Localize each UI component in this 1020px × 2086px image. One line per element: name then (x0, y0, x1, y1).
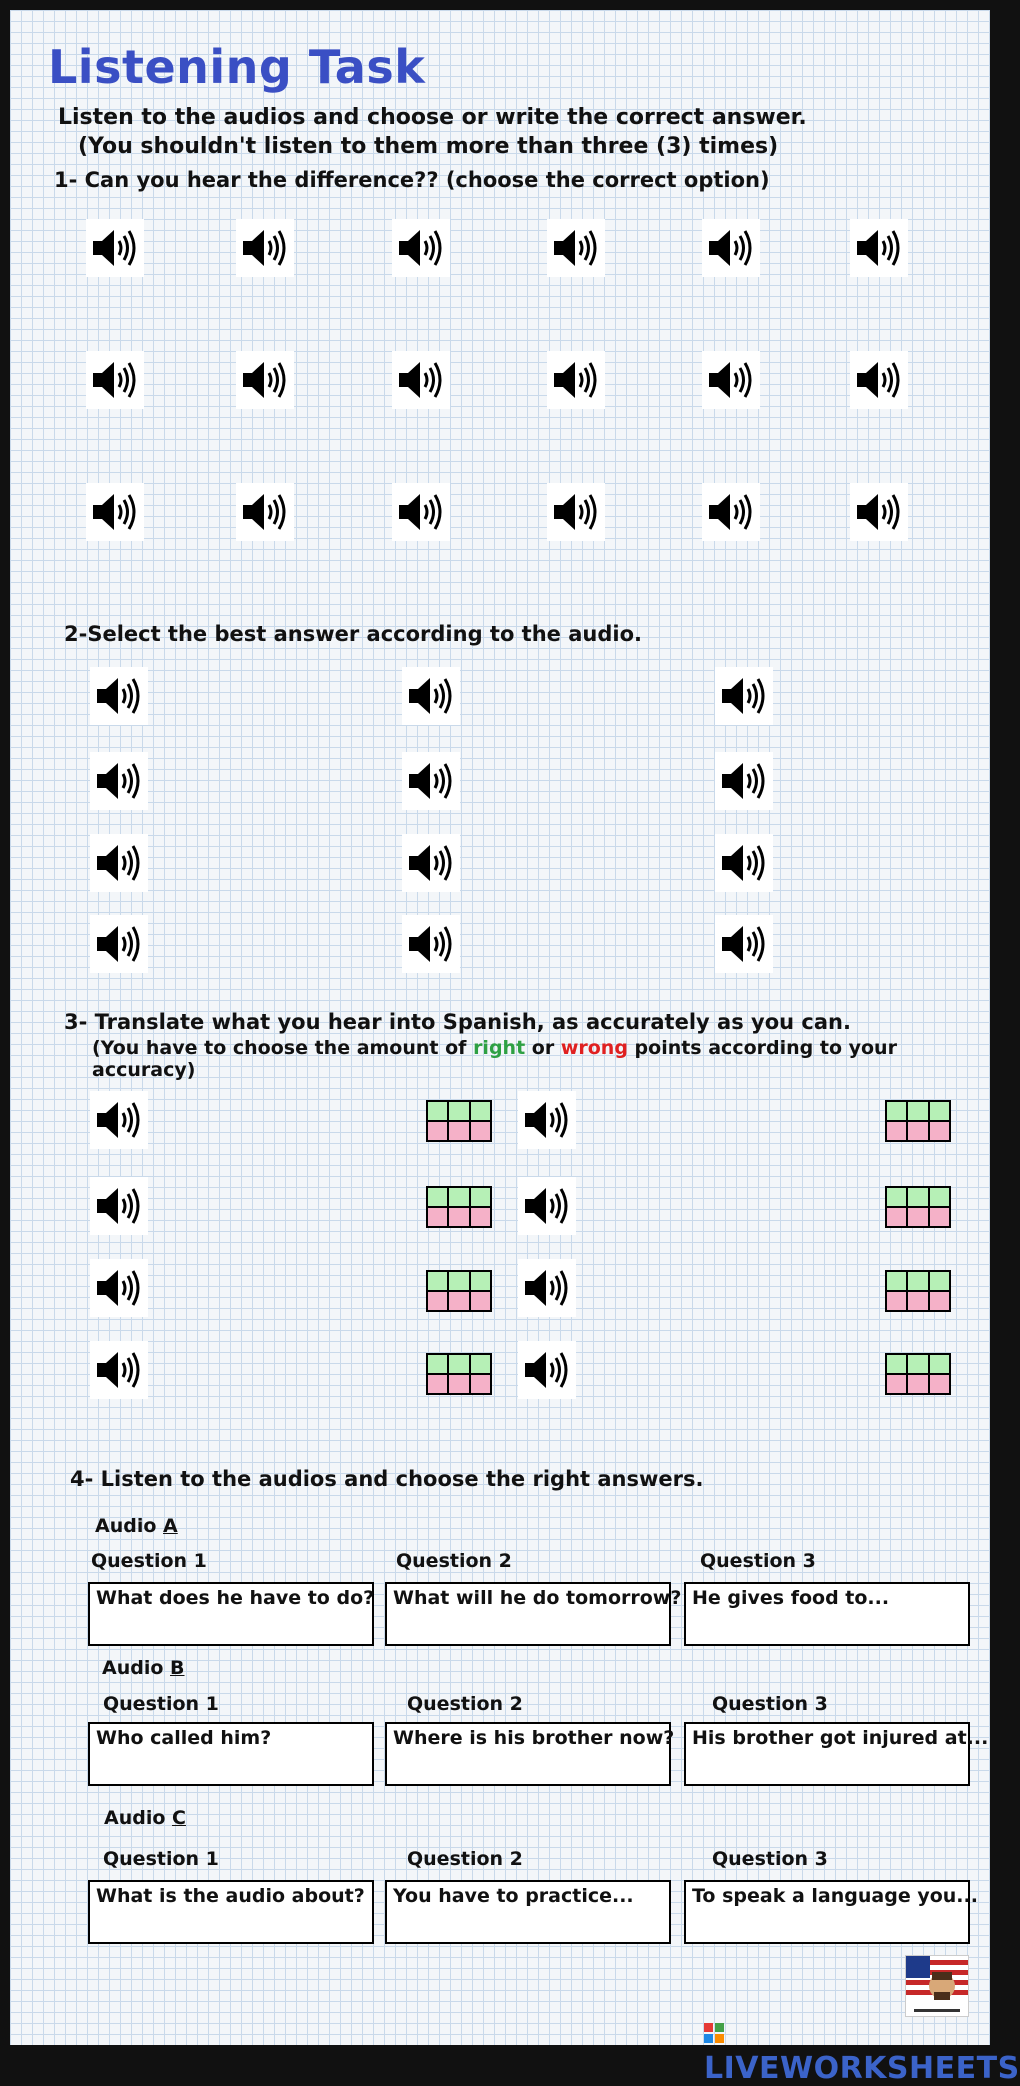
audio-speaker-button[interactable] (402, 752, 460, 810)
section-3-note (92, 1037, 990, 1081)
accuracy-points-grid (885, 1186, 951, 1228)
speaker-icon (719, 841, 769, 885)
audio-speaker-button[interactable] (236, 483, 294, 541)
speaker-icon (240, 226, 290, 270)
audio-letter: B (170, 1657, 185, 1679)
speaker-icon (240, 358, 290, 402)
right-point-cell[interactable] (449, 1272, 468, 1290)
audio-speaker-button[interactable] (702, 483, 760, 541)
audio-c-question-1-head: Question 1 (103, 1848, 219, 1870)
note-text-or: or (525, 1037, 561, 1059)
audio-label-prefix: Audio (102, 1657, 171, 1679)
audio-speaker-button[interactable] (90, 915, 148, 973)
audio-a-question-1-head: Question 1 (91, 1550, 207, 1572)
speaker-icon (94, 674, 144, 718)
speaker-icon (396, 490, 446, 534)
audio-speaker-button[interactable] (90, 834, 148, 892)
section-3-heading: 3- Translate what you hear into Spanish, as accurately as you can. (64, 1010, 851, 1034)
right-point-cell[interactable] (930, 1355, 949, 1373)
audio-speaker-button[interactable] (90, 667, 148, 725)
wrong-point-cell[interactable] (471, 1122, 490, 1140)
speaker-icon (240, 490, 290, 534)
audio-speaker-button[interactable] (518, 1177, 576, 1235)
right-point-cell[interactable] (887, 1102, 906, 1120)
right-point-cell[interactable] (428, 1272, 447, 1290)
audio-a-label (95, 1515, 178, 1537)
audio-speaker-button[interactable] (518, 1341, 576, 1399)
speaker-icon (719, 922, 769, 966)
speaker-icon (522, 1266, 572, 1310)
speaker-icon (94, 1184, 144, 1228)
speaker-icon (406, 922, 456, 966)
audio-letter: C (172, 1807, 186, 1829)
wrong-point-cell[interactable] (930, 1208, 949, 1226)
wrong-point-cell[interactable] (887, 1375, 906, 1393)
audio-b-label (102, 1657, 185, 1679)
note-wrong-word: wrong (560, 1037, 628, 1059)
speaker-icon (94, 841, 144, 885)
audio-speaker-button[interactable] (850, 483, 908, 541)
audio-b-question-3-head: Question 3 (712, 1693, 828, 1715)
audio-speaker-button[interactable] (518, 1259, 576, 1317)
speaker-icon (406, 674, 456, 718)
speaker-icon (719, 674, 769, 718)
speaker-icon (706, 490, 756, 534)
right-point-cell[interactable] (449, 1188, 468, 1206)
speaker-icon (90, 490, 140, 534)
right-point-cell[interactable] (471, 1272, 490, 1290)
right-point-cell[interactable] (930, 1102, 949, 1120)
right-point-cell[interactable] (908, 1355, 927, 1373)
wrong-point-cell[interactable] (930, 1292, 949, 1310)
speaker-icon (94, 759, 144, 803)
audio-a-question-3-answer-box[interactable]: He gives food to... (684, 1582, 970, 1646)
wrong-point-cell[interactable] (908, 1208, 927, 1226)
wrong-point-cell[interactable] (908, 1375, 927, 1393)
note-right-word: right (473, 1037, 526, 1059)
speaker-icon (854, 358, 904, 402)
right-point-cell[interactable] (908, 1188, 927, 1206)
right-point-cell[interactable] (449, 1355, 468, 1373)
audio-speaker-button[interactable] (392, 351, 450, 409)
audio-b-question-3-answer-box[interactable]: His brother got injured at... (684, 1722, 970, 1786)
teacher-avatar-flag-logo (905, 1955, 969, 2017)
wrong-point-cell[interactable] (449, 1292, 468, 1310)
audio-speaker-button[interactable] (402, 667, 460, 725)
audio-speaker-button[interactable] (402, 834, 460, 892)
right-point-cell[interactable] (887, 1355, 906, 1373)
audio-c-label (104, 1807, 186, 1829)
right-point-cell[interactable] (887, 1272, 906, 1290)
audio-speaker-button[interactable] (86, 351, 144, 409)
wrong-point-cell[interactable] (471, 1292, 490, 1310)
audio-a-question-2-answer-box[interactable]: What will he do tomorrow? (385, 1582, 671, 1646)
audio-speaker-button[interactable] (90, 1177, 148, 1235)
audio-speaker-button[interactable] (392, 219, 450, 277)
right-point-cell[interactable] (449, 1102, 468, 1120)
instructions-line-2: (You shouldn't listen to them more than three (3) times) (78, 134, 779, 159)
wrong-point-cell[interactable] (908, 1122, 927, 1140)
audio-speaker-button[interactable] (402, 915, 460, 973)
speaker-icon (551, 226, 601, 270)
note-text-start: (You have to choose the amount of (92, 1037, 474, 1059)
audio-speaker-button[interactable] (236, 351, 294, 409)
wrong-point-cell[interactable] (908, 1292, 927, 1310)
audio-speaker-button[interactable] (715, 667, 773, 725)
note-text-end: points according to your accuracy) (92, 1037, 897, 1081)
wrong-point-cell[interactable] (449, 1208, 468, 1226)
audio-speaker-button[interactable] (850, 351, 908, 409)
audio-speaker-button[interactable] (86, 219, 144, 277)
speaker-icon (719, 759, 769, 803)
speaker-icon (94, 1348, 144, 1392)
accuracy-points-grid (426, 1270, 492, 1312)
wrong-point-cell[interactable] (428, 1375, 447, 1393)
accuracy-points-grid (885, 1100, 951, 1142)
audio-b-question-1-answer-box[interactable]: Who called him? (88, 1722, 374, 1786)
brand-mark-icon (704, 2018, 726, 2042)
audio-a-question-2-head: Question 2 (396, 1550, 512, 1572)
right-point-cell[interactable] (930, 1272, 949, 1290)
audio-speaker-button[interactable] (702, 219, 760, 277)
audio-c-question-2-head: Question 2 (407, 1848, 523, 1870)
audio-speaker-button[interactable] (547, 219, 605, 277)
right-point-cell[interactable] (887, 1188, 906, 1206)
right-point-cell[interactable] (471, 1355, 490, 1373)
audio-speaker-button[interactable] (90, 752, 148, 810)
wrong-point-cell[interactable] (887, 1208, 906, 1226)
right-point-cell[interactable] (908, 1272, 927, 1290)
accuracy-points-grid (885, 1270, 951, 1312)
audio-speaker-button[interactable] (715, 915, 773, 973)
wrong-point-cell[interactable] (471, 1208, 490, 1226)
speaker-icon (551, 358, 601, 402)
audio-speaker-button[interactable] (850, 219, 908, 277)
speaker-icon (94, 922, 144, 966)
audio-b-question-2-answer-box[interactable]: Where is his brother now? (385, 1722, 671, 1786)
audio-c-question-3-answer-box[interactable]: To speak a language you... (684, 1880, 970, 1944)
wrong-point-cell[interactable] (930, 1122, 949, 1140)
audio-speaker-button[interactable] (518, 1091, 576, 1149)
audio-speaker-button[interactable] (86, 483, 144, 541)
audio-speaker-button[interactable] (90, 1091, 148, 1149)
audio-speaker-button[interactable] (547, 351, 605, 409)
audio-label-prefix: Audio (104, 1807, 173, 1829)
audio-b-question-2-head: Question 2 (407, 1693, 523, 1715)
accuracy-points-grid (426, 1100, 492, 1142)
liveworksheets-brand-link[interactable] (704, 2016, 1020, 2086)
accuracy-points-grid (885, 1353, 951, 1395)
wrong-point-cell[interactable] (449, 1375, 468, 1393)
audio-speaker-button[interactable] (90, 1341, 148, 1399)
audio-speaker-button[interactable] (547, 483, 605, 541)
audio-speaker-button[interactable] (702, 351, 760, 409)
audio-c-question-3-head: Question 3 (712, 1848, 828, 1870)
right-point-cell[interactable] (930, 1188, 949, 1206)
audio-b-question-1-head: Question 1 (103, 1693, 219, 1715)
wrong-point-cell[interactable] (428, 1208, 447, 1226)
worksheet (10, 10, 1020, 2086)
audio-speaker-button[interactable] (90, 1259, 148, 1317)
speaker-icon (406, 759, 456, 803)
audio-label-prefix: Audio (95, 1515, 164, 1537)
section-4-heading: 4- Listen to the audios and choose the right answers. (70, 1467, 704, 1491)
speaker-icon (551, 490, 601, 534)
speaker-icon (854, 226, 904, 270)
wrong-point-cell[interactable] (449, 1122, 468, 1140)
speaker-icon (406, 841, 456, 885)
wrong-point-cell[interactable] (428, 1292, 447, 1310)
speaker-icon (90, 358, 140, 402)
right-point-cell[interactable] (428, 1355, 447, 1373)
speaker-icon (522, 1098, 572, 1142)
speaker-icon (522, 1348, 572, 1392)
right-point-cell[interactable] (428, 1102, 447, 1120)
audio-letter: A (163, 1515, 178, 1537)
speaker-icon (706, 358, 756, 402)
wrong-point-cell[interactable] (930, 1375, 949, 1393)
wrong-point-cell[interactable] (428, 1122, 447, 1140)
speaker-icon (396, 226, 446, 270)
page-title: Listening Task (48, 40, 426, 94)
audio-c-question-1-answer-box[interactable]: What is the audio about? (88, 1880, 374, 1944)
right-point-cell[interactable] (471, 1102, 490, 1120)
accuracy-points-grid (426, 1353, 492, 1395)
section-1-heading: 1- Can you hear the difference?? (choose the correct option) (54, 168, 770, 192)
instructions-line-1: Listen to the audios and choose or write the correct answer. (58, 105, 807, 130)
audio-a-question-3-head: Question 3 (700, 1550, 816, 1572)
brand-text: LIVEWORKSHEETS (704, 2051, 1020, 2086)
speaker-icon (90, 226, 140, 270)
section-2-heading: 2-Select the best answer according to the audio. (64, 622, 642, 646)
audio-speaker-button[interactable] (236, 219, 294, 277)
wrong-point-cell[interactable] (887, 1122, 906, 1140)
audio-speaker-button[interactable] (392, 483, 450, 541)
audio-a-question-1-answer-box[interactable]: What does he have to do? (88, 1582, 374, 1646)
speaker-icon (706, 226, 756, 270)
speaker-icon (94, 1266, 144, 1310)
wrong-point-cell[interactable] (471, 1375, 490, 1393)
audio-speaker-button[interactable] (715, 752, 773, 810)
audio-c-question-2-answer-box[interactable]: You have to practice... (385, 1880, 671, 1944)
speaker-icon (854, 490, 904, 534)
right-point-cell[interactable] (471, 1188, 490, 1206)
speaker-icon (522, 1184, 572, 1228)
speaker-icon (396, 358, 446, 402)
audio-speaker-button[interactable] (715, 834, 773, 892)
speaker-icon (94, 1098, 144, 1142)
right-point-cell[interactable] (908, 1102, 927, 1120)
wrong-point-cell[interactable] (887, 1292, 906, 1310)
accuracy-points-grid (426, 1186, 492, 1228)
right-point-cell[interactable] (428, 1188, 447, 1206)
